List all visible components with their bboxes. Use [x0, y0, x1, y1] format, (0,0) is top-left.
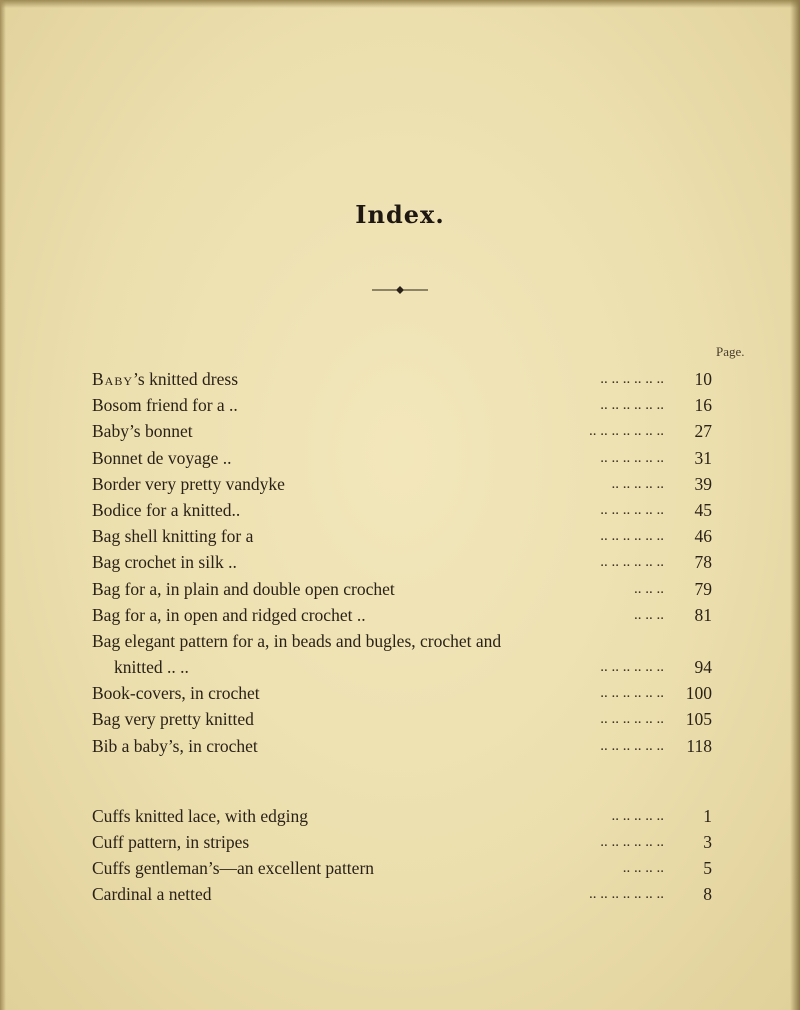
- entry-text: Bag for a, in plain and double open crochet: [92, 578, 395, 599]
- entry-text: Bag crochet in silk ..: [92, 552, 237, 573]
- index-entry: [92, 602, 712, 628]
- entry-text: Baby’s bonnet: [92, 421, 193, 442]
- entry-text: Bag shell knitting for a: [92, 526, 254, 547]
- entry-page-number: 81: [694, 604, 712, 625]
- entry-page-number: 31: [694, 447, 712, 468]
- index-entry: [92, 803, 712, 829]
- dot-leader: .. .. .. .. ..: [611, 807, 664, 824]
- index-entry: [92, 733, 712, 759]
- entry-page-number: 45: [694, 499, 712, 520]
- entry-text: knitted .. ..: [114, 657, 189, 678]
- dot-leader: .. .. .. .. .. .. ..: [589, 423, 664, 440]
- entry-page-number: 118: [686, 735, 712, 756]
- entry-page-number: 8: [703, 884, 712, 905]
- entry-page-number: 3: [703, 832, 712, 852]
- entry-text: Bag very pretty knitted: [92, 709, 254, 730]
- entry-page-number: 10: [694, 369, 712, 389]
- index-entry: [92, 392, 712, 418]
- entry-text: Bag elegant pattern for a, in beads and bugles, crochet and: [92, 630, 502, 651]
- dot-leader: .. .. .. .. .. ..: [600, 397, 664, 414]
- entry-text: Bonnet de voyage ..: [92, 447, 232, 468]
- entry-text: Bag for a, in open and ridged crochet ..: [92, 604, 366, 625]
- entry-page-number: 5: [703, 858, 712, 879]
- dot-leader: .. .. .. .. .. .. ..: [589, 886, 664, 903]
- index-entries: [92, 366, 712, 908]
- page-edge-top: [0, 0, 800, 8]
- entry-text: Cuffs gentleman’s—an excellent pattern: [92, 858, 375, 879]
- dot-leader: .. .. .. .. .. ..: [600, 834, 664, 850]
- index-entry: [92, 445, 712, 471]
- entry-page-number: 100: [685, 683, 712, 704]
- entry-page-number: 79: [694, 578, 712, 599]
- dot-leader: .. .. .. .. .. ..: [600, 685, 664, 702]
- entry-text: Bodice for a knitted..: [92, 499, 241, 520]
- entry-page-number: 39: [694, 473, 712, 494]
- index-entry: [92, 881, 712, 907]
- dot-leader: .. .. .. .. .. ..: [600, 737, 664, 754]
- dot-leader: .. .. .. .. .. ..: [600, 528, 664, 545]
- entry-page-number: 27: [694, 421, 712, 442]
- dot-leader: .. .. .. .. .. ..: [600, 501, 664, 518]
- index-entry: [92, 706, 712, 732]
- index-entry-continuation: [92, 654, 712, 680]
- index-entry: [92, 855, 712, 881]
- index-entry: [92, 829, 712, 855]
- entry-text: Cuffs knitted lace, with edging: [92, 805, 308, 826]
- index-entry: [92, 523, 712, 549]
- entry-text: Cuff pattern, in stripes: [92, 832, 250, 852]
- entry-text-rest: ’s knitted dress: [133, 369, 239, 389]
- entry-page-number: 16: [694, 395, 712, 416]
- entry-page-number: 78: [694, 552, 712, 573]
- index-entry: [92, 549, 712, 575]
- entry-text: Border very pretty vandyke: [92, 473, 285, 494]
- section-gap: [92, 759, 712, 803]
- dot-leader: .. .. ..: [634, 606, 664, 623]
- entry-first-word: Baby: [92, 369, 134, 389]
- diamond-rule-ornament: [370, 285, 430, 295]
- index-entry: [92, 497, 712, 523]
- dot-leader: .. .. .. .. .. ..: [600, 371, 664, 387]
- entry-page-number: 105: [685, 709, 712, 730]
- page-edge-right: [790, 0, 800, 1010]
- entry-page-number: 1: [703, 805, 712, 826]
- index-entry: [92, 680, 712, 706]
- dot-leader: .. .. ..: [634, 580, 664, 597]
- dot-leader: .. .. .. ..: [622, 860, 664, 877]
- index-entry: [92, 628, 712, 654]
- entry-text: [92, 366, 238, 392]
- dot-leader: .. .. .. .. .. ..: [600, 554, 664, 571]
- page-title: Index.: [355, 200, 445, 229]
- entry-text: Bosom friend for a ..: [92, 395, 238, 416]
- dot-leader: .. .. .. .. .. ..: [600, 659, 664, 676]
- entry-text: Book-covers, in crochet: [92, 683, 260, 704]
- page-edge-left: [0, 0, 6, 1010]
- page-column-label: Page.: [716, 344, 745, 359]
- index-entry: [92, 576, 712, 602]
- index-entry: [92, 471, 712, 497]
- entry-text: Bib a baby’s, in crochet: [92, 735, 258, 756]
- dot-leader: .. .. .. .. ..: [611, 475, 664, 492]
- entry-page-number: 94: [694, 657, 712, 678]
- index-entry: [92, 418, 712, 444]
- dot-leader: .. .. .. .. .. ..: [600, 449, 664, 466]
- index-entry: [92, 366, 712, 392]
- entry-text: Cardinal a netted: [92, 884, 212, 905]
- dot-leader: .. .. .. .. .. ..: [600, 711, 664, 728]
- entry-page-number: 46: [694, 526, 712, 547]
